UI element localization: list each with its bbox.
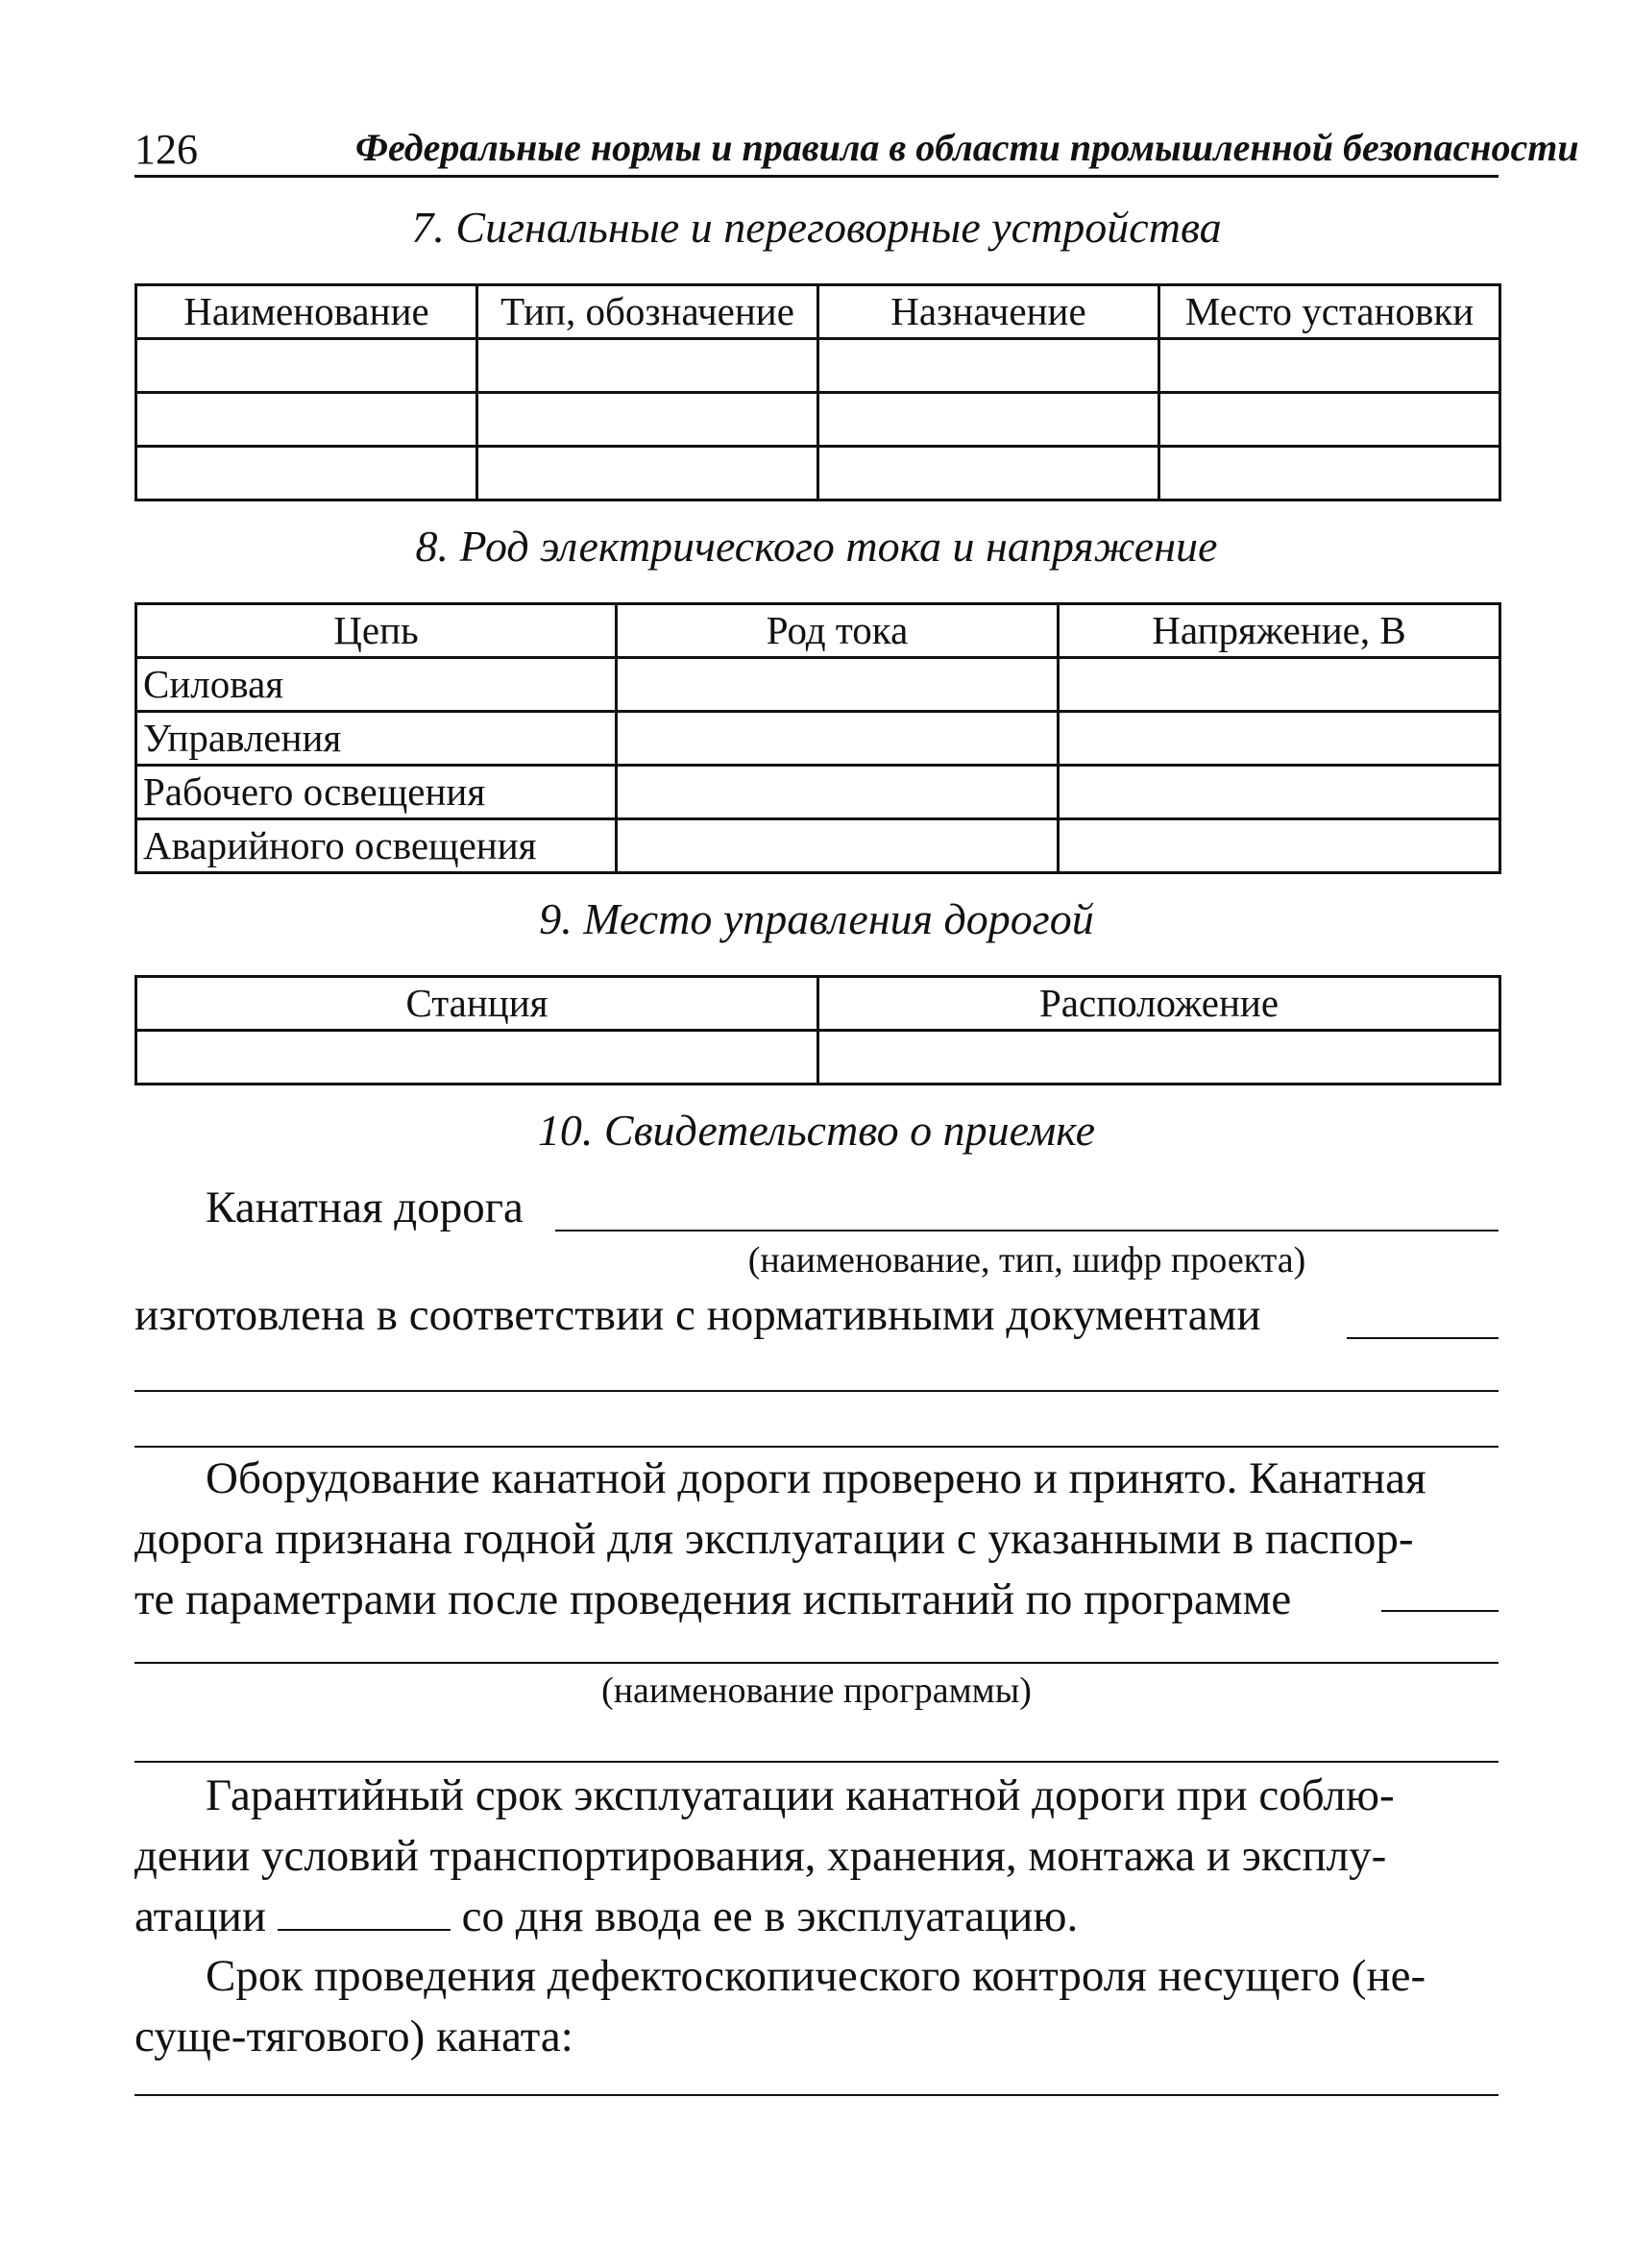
- row-label: Аварийного освещения: [136, 819, 617, 873]
- signal-devices-table: [134, 283, 1501, 501]
- road-name-field[interactable]: [555, 1230, 1499, 1232]
- inspection-paragraph: [134, 1946, 1499, 2067]
- program-field-line-2[interactable]: [134, 1662, 1499, 1664]
- table-cell[interactable]: [1059, 658, 1500, 712]
- table-cell[interactable]: [477, 339, 818, 393]
- table-row: [136, 658, 1500, 712]
- row-label: Рабочего освещения: [136, 766, 617, 819]
- table-row: [136, 447, 1500, 500]
- made-line: изготовлена в соответствии с нормативными документами: [134, 1290, 1261, 1340]
- equipment-paragraph: [134, 1449, 1499, 1630]
- warranty-suffix: со дня ввода ее в эксплуатацию.: [461, 1891, 1079, 1941]
- inspection-field[interactable]: [134, 2094, 1499, 2096]
- paragraph-line: Оборудование канатной дороги проверено и принято. Канатная: [206, 1453, 1426, 1503]
- table-cell[interactable]: [136, 1031, 818, 1085]
- row-label: Силовая: [136, 658, 617, 712]
- col-header: Цепь: [136, 604, 617, 658]
- page-number: 126: [134, 126, 198, 173]
- table-header-row: [136, 285, 1500, 339]
- table-cell[interactable]: [818, 447, 1159, 500]
- table-cell[interactable]: [136, 339, 477, 393]
- table-cell[interactable]: [1159, 339, 1500, 393]
- standards-field-line-2[interactable]: [134, 1390, 1499, 1392]
- paragraph-line: те параметрами после проведения испытаний по программе: [134, 1574, 1292, 1624]
- col-header: Расположение: [818, 977, 1500, 1031]
- table-cell[interactable]: [136, 447, 477, 500]
- section-10-title: 10. Свидетельство о приемке: [537, 1106, 1096, 1155]
- paragraph-line: суще-тягового) каната:: [134, 2012, 573, 2061]
- table-cell[interactable]: [136, 393, 477, 447]
- table-cell[interactable]: [1159, 393, 1500, 447]
- paragraph-line: [134, 1887, 1499, 1947]
- table-row: [136, 819, 1500, 873]
- col-header: Напряжение, В: [1059, 604, 1500, 658]
- current-voltage-table: [134, 602, 1501, 874]
- table-row: [136, 393, 1500, 447]
- table-cell[interactable]: [617, 658, 1059, 712]
- program-field-line-3[interactable]: [134, 1761, 1499, 1763]
- col-header: Станция: [136, 977, 818, 1031]
- table-cell[interactable]: [1059, 766, 1500, 819]
- col-header: Назначение: [818, 285, 1159, 339]
- table-cell[interactable]: [1159, 447, 1500, 500]
- road-caption: (наименование, тип, шифр проекта): [747, 1240, 1306, 1280]
- table-row: [136, 712, 1500, 766]
- table-header-row: [136, 604, 1500, 658]
- col-header: Род тока: [617, 604, 1059, 658]
- col-header: Тип, обозначение: [477, 285, 818, 339]
- table-cell[interactable]: [477, 393, 818, 447]
- table-header-row: [136, 977, 1500, 1031]
- table-cell[interactable]: [818, 1031, 1500, 1085]
- section-9-title: 9. Место управления дорогой: [539, 894, 1094, 943]
- table-row: [136, 1031, 1500, 1085]
- section-8-title: 8. Род электрического тока и напряжение: [415, 522, 1218, 571]
- table-cell[interactable]: [818, 339, 1159, 393]
- paragraph-line: Срок проведения дефектоскопического контроля несущего (не-: [206, 1951, 1426, 2001]
- col-header: Место установки: [1159, 285, 1500, 339]
- table-cell[interactable]: [617, 766, 1059, 819]
- control-location-table: [134, 975, 1501, 1085]
- header-rule: [134, 175, 1499, 178]
- section-7-title: 7. Сигнальные и переговорные устройства: [411, 203, 1222, 252]
- table-cell[interactable]: [617, 712, 1059, 766]
- running-title: Федеральные нормы и правила в области промышленной безопасности: [355, 126, 1579, 169]
- table-cell[interactable]: [1059, 712, 1500, 766]
- program-field[interactable]: [1381, 1610, 1499, 1612]
- table-cell[interactable]: [1059, 819, 1500, 873]
- warranty-prefix: атации: [134, 1891, 267, 1941]
- table-row: [136, 766, 1500, 819]
- table-cell[interactable]: [477, 447, 818, 500]
- paragraph-line: дении условий транспортирования, хранения, монтажа и эксплу-: [134, 1831, 1387, 1881]
- col-header: Наименование: [136, 285, 477, 339]
- road-label: Канатная дорога: [206, 1183, 524, 1232]
- warranty-paragraph: [134, 1766, 1499, 1947]
- table-cell[interactable]: [617, 819, 1059, 873]
- row-label: Управления: [136, 712, 617, 766]
- program-caption: (наименование программы): [601, 1671, 1032, 1711]
- standards-field-line-3[interactable]: [134, 1446, 1499, 1448]
- paragraph-line: дорога признана годной для эксплуатации с указанными в паспор-: [134, 1514, 1414, 1564]
- table-row: [136, 339, 1500, 393]
- warranty-period-field[interactable]: [278, 1890, 451, 1931]
- standards-field[interactable]: [1347, 1337, 1499, 1339]
- table-cell[interactable]: [818, 393, 1159, 447]
- paragraph-line: Гарантийный срок эксплуатации канатной дороги при соблю-: [206, 1770, 1395, 1820]
